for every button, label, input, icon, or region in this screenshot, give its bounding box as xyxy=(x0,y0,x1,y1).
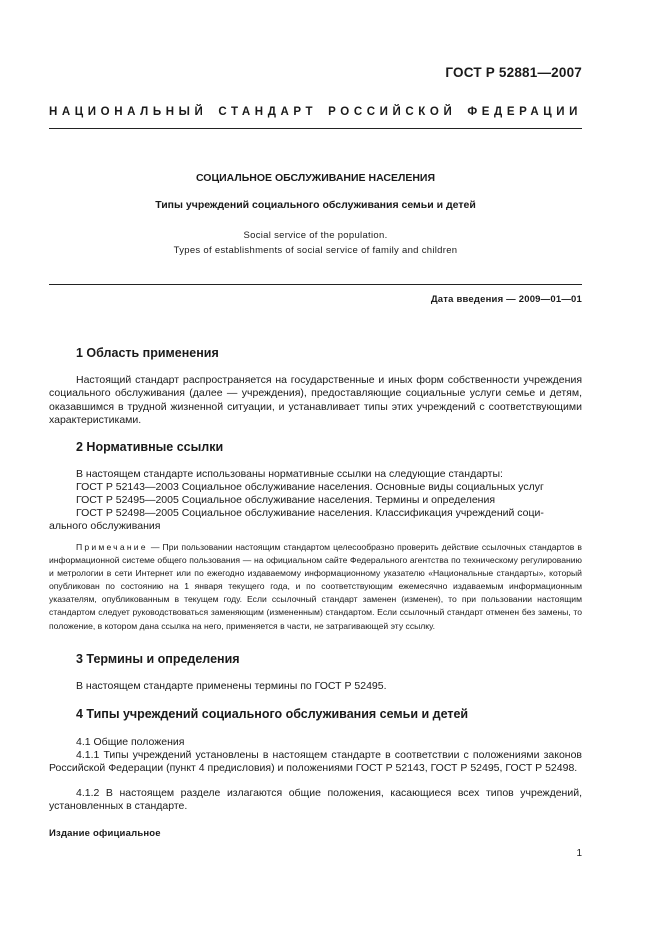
official-edition-label: Издание официальное xyxy=(49,828,161,839)
english-title-line-2: Types of establishments of social service of family and children xyxy=(173,245,458,256)
note-text: — При пользовании настоящим стандартом целесообразно проверить действие ссылочных стандартов в информационной системе общего пользования — на официальном сайте Федерального агентства по техническому регулированию и метрологии в сети Интернет или по ежегодно издаваемому информационному указателю «Национальные стандарты», который опубликован по состоянию на 1 января текущего года, и по соответствующим ежемесячно издаваемым информационным указателям, опубликованным в текущем году. Если ссылочный стандарт заменен (изменен), то при пользовании настоящим стандартом следует руководствоваться заменяющим (измененным) стандартом. Если ссылочный стандарт отменен без замены, то положение, в котором дана ссылка на него, применяется в части, не затрагивающей эту ссылку. xyxy=(49,542,582,631)
reference-item: ГОСТ Р 52143—2003 Социальное обслуживание населения. Основные виды социальных услуг xyxy=(76,481,544,493)
reference-item: ГОСТ Р 52495—2005 Социальное обслуживание населения. Термины и определения xyxy=(76,494,496,506)
section-2-heading: 2 Нормативные ссылки xyxy=(76,440,224,454)
note-label: Примечание xyxy=(76,542,148,552)
page-number: 1 xyxy=(576,848,582,859)
top-rule xyxy=(49,128,582,129)
section-1-text: Настоящий стандарт распространяется на государственные и иных форм собственности учреждения социального обслуживания (далее — учреждения), предоставляющие социальные услуги семье и детям, оказавшимся в трудной жизненной ситуации, и устанавливает типы этих учреждений с соответствующими характеристиками. xyxy=(49,374,582,426)
reference-continuation: ального обслуживания xyxy=(49,520,161,532)
reference-item: ГОСТ Р 52498—2005 Социальное обслуживание населения. Классификация учреждений соци- xyxy=(76,507,544,519)
national-standard-banner: НАЦИОНАЛЬНЫЙ СТАНДАРТ РОССИЙСКОЙ ФЕДЕРАЦИИ xyxy=(49,106,582,118)
section-3-heading: 3 Термины и определения xyxy=(76,652,240,666)
english-title-line-1: Social service of the population. xyxy=(243,230,388,241)
reference-note xyxy=(49,541,582,633)
clause-4-1-1: 4.1.1 Типы учреждений установлены в настоящем стандарте в соответствии с положениями законов Российской Федерации (пункт 4 предисловия) и положениями ГОСТ Р 52143, ГОСТ Р 52495, ГОСТ Р 52498. xyxy=(49,749,582,775)
section-2-intro: В настоящем стандарте использованы нормативные ссылки на следующие стандарты: xyxy=(76,468,503,480)
clause-4-1-2: 4.1.2 В настоящем разделе излагаются общие положения, касающиеся всех типов учреждений, установленных в стандарте. xyxy=(49,787,582,813)
section-1-heading: 1 Область применения xyxy=(76,346,219,360)
title-rule xyxy=(49,284,582,285)
english-title xyxy=(49,228,582,258)
document-subtitle: Типы учреждений социального обслуживания семьи и детей xyxy=(155,199,476,211)
document-code: ГОСТ Р 52881—2007 xyxy=(445,65,582,80)
clause-4-1: 4.1 Общие положения xyxy=(76,736,185,748)
introduction-date: Дата введения — 2009—01—01 xyxy=(430,294,582,305)
section-3-text: В настоящем стандарте применены термины по ГОСТ Р 52495. xyxy=(76,680,387,692)
section-4-heading: 4 Типы учреждений социального обслуживания семьи и детей xyxy=(76,707,469,721)
document-title: СОЦИАЛЬНОЕ ОБСЛУЖИВАНИЕ НАСЕЛЕНИЯ xyxy=(195,172,436,184)
